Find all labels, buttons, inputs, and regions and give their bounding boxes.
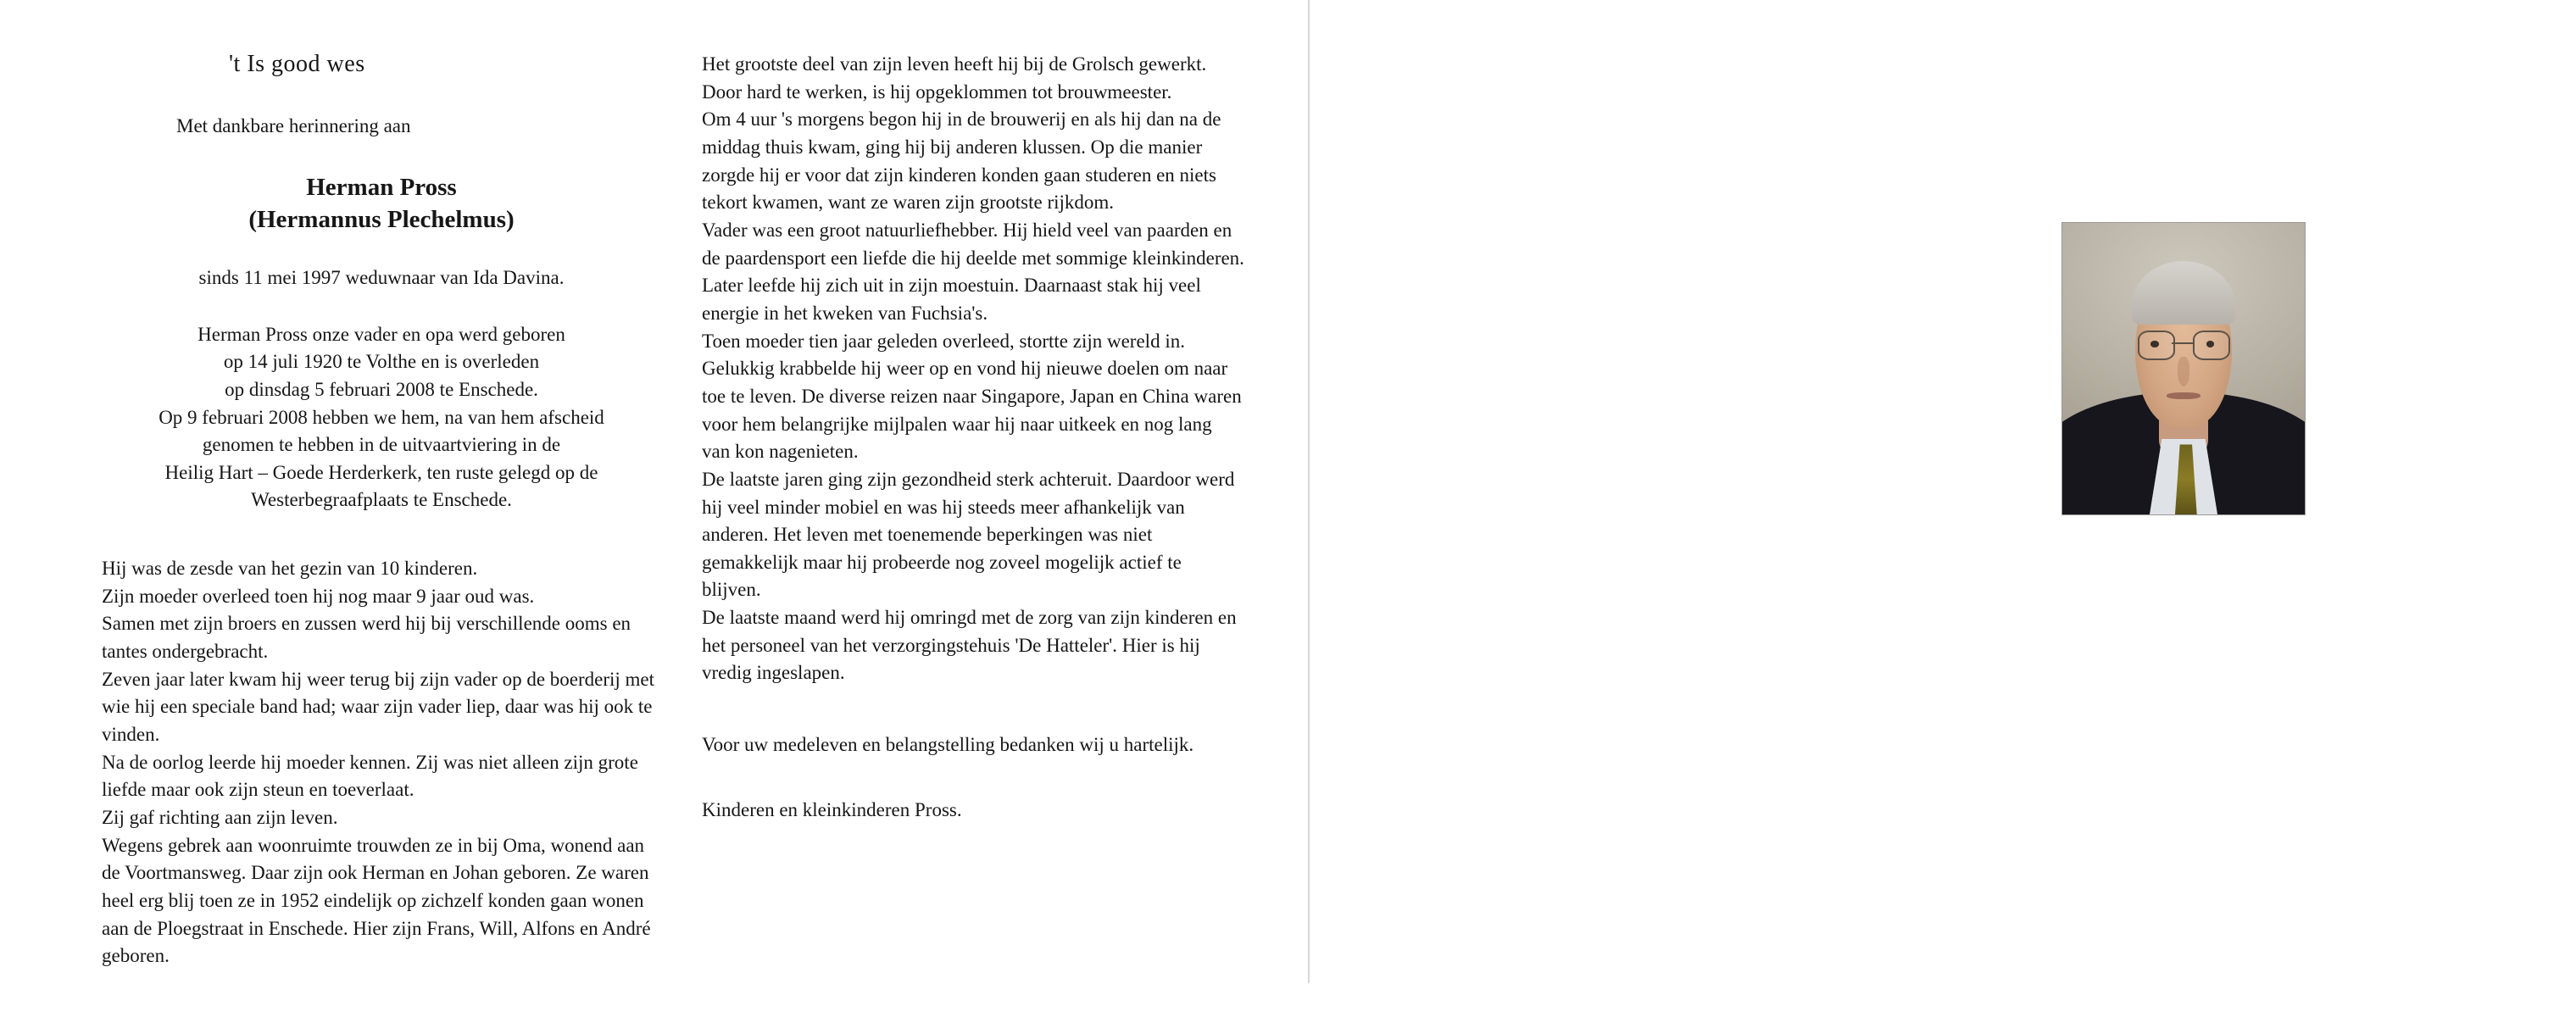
birth-death-block <box>102 321 661 515</box>
portrait-photo <box>2061 222 2306 515</box>
closing-thanks: Voor uw medeleven en belangstelling bedanken wij u hartelijk. <box>702 734 1194 756</box>
hair-shape <box>2132 261 2236 325</box>
mouth-shape <box>2167 392 2200 400</box>
eye-left <box>2150 341 2158 347</box>
signature-line: Kinderen en kleinkinderen Pross. <box>702 798 962 820</box>
paragraph: Het grootste deel van zijn leven heeft hij bij de Grolsch gewerkt. Door hard te werken, is hij opgeklommen tot brouwmeester. <box>702 53 1207 103</box>
deceased-name-formal: (Hermannus Plechelmus) <box>248 206 515 234</box>
middle-body-text <box>702 51 1244 687</box>
widow-line: sinds 11 mei 1997 weduwnaar van Ida Davina. <box>198 266 565 288</box>
glasses-bridge <box>2172 342 2194 344</box>
paragraph: Samen met zijn broers en zussen werd hij bij verschillende ooms en tantes ondergebracht. <box>102 613 631 663</box>
paragraph: Zijn moeder overleed toen hij nog maar 9 jaar oud was. <box>102 585 535 607</box>
nose-shape <box>2178 357 2189 386</box>
paragraph: Zij gaf richting aan zijn leven. <box>102 807 338 829</box>
paragraph: De laatste jaren ging zijn gezondheid sterk achteruit. Daardoor werd hij veel minder mobiel en was hij steeds meer afhankelijk van anderen. Het leven met toenemende beperkingen was niet gemakkelijk maar hij probeerde nog zoveel mogelijk actief te blijven. <box>702 468 1235 601</box>
paragraph: Vader was een groot natuurliefhebber. Hij hield veel van paarden en de paardensport een liefde die hij deelde met sommige kleinkinderen. Later leefde hij zich uit in zijn moestuin. Daarnaast stak hij veel energie in het kweken van Fuchsia's. <box>702 219 1244 324</box>
paragraph: Om 4 uur 's morgens begon hij in de brouwerij en als hij dan na de middag thuis kwam, ging hij bij anderen klussen. Op die manier zorgde hij er voor dat zijn kinderen konden gaan studeren en niets tekort kwamen, want ze waren zijn grootste rijkdom. <box>702 108 1221 214</box>
dedication-line: Met dankbare herinnering aan <box>176 115 411 136</box>
paragraph: De laatste maand werd hij omringd met de zorg van zijn kinderen en het personeel van het verzorgingstehuis 'De Hatteler'. Hier is hij vredig ingeslapen. <box>702 607 1237 684</box>
deceased-name-primary: Herman Pross <box>306 174 457 201</box>
portrait-image <box>2062 223 2305 514</box>
deceased-name <box>102 171 661 236</box>
left-body-text <box>102 555 661 970</box>
birth-line: Westerbegraafplaats te Enschede. <box>251 489 512 511</box>
paragraph: Hij was de zesde van het gezin van 10 kinderen. <box>102 558 478 580</box>
paragraph: Zeven jaar later kwam hij weer terug bij zijn vader op de boerderij met wie hij een speciale band had; waar zijn vader liep, daar was hij ook te vinden. <box>102 668 655 746</box>
paragraph: Na de oorlog leerde hij moeder kennen. Zij was niet alleen zijn grote liefde maar ook zijn steun en toeverlaat. <box>102 751 638 801</box>
birth-line: op dinsdag 5 februari 2008 te Enschede. <box>225 378 538 400</box>
middle-text-column <box>702 51 1244 824</box>
birth-line: op 14 juli 1920 te Volthe en is overleden <box>223 351 540 373</box>
birth-line: Op 9 februari 2008 hebben we hem, na van hem afscheid <box>159 406 604 428</box>
verse-line: 't Is good wes <box>229 51 365 77</box>
birth-line: Heilig Hart – Goede Herderkerk, ten ruste gelegd op de <box>164 461 598 483</box>
fold-divider <box>1308 0 1310 983</box>
right-blank-page <box>1319 0 2576 1017</box>
left-text-column <box>102 51 661 970</box>
birth-line: Herman Pross onze vader en opa werd geboren <box>198 323 565 345</box>
paragraph: Wegens gebrek aan woonruimte trouwden ze in bij Oma, wonend aan de Voortmansweg. Daar zijn ook Herman en Johan geboren. Ze waren heel erg blij toen ze in 1952 eindelijk op zichzelf konden gaan wonen aan de Ploegstraat in Enschede. Hier zijn Frans, Will, Alfons en André geboren. <box>102 834 651 967</box>
birth-line: genomen te hebben in de uitvaartviering in de <box>202 434 561 456</box>
paragraph: Toen moeder tien jaar geleden overleed, stortte zijn wereld in. Gelukkig krabbelde hij weer op en vond hij nieuwe doelen om naar toe te leven. De diverse reizen naar Singapore, Japan en China waren voor hem belangrijke mijlpalen waar hij naar uitkeek en nog lang van kon nagenieten. <box>702 330 1242 463</box>
